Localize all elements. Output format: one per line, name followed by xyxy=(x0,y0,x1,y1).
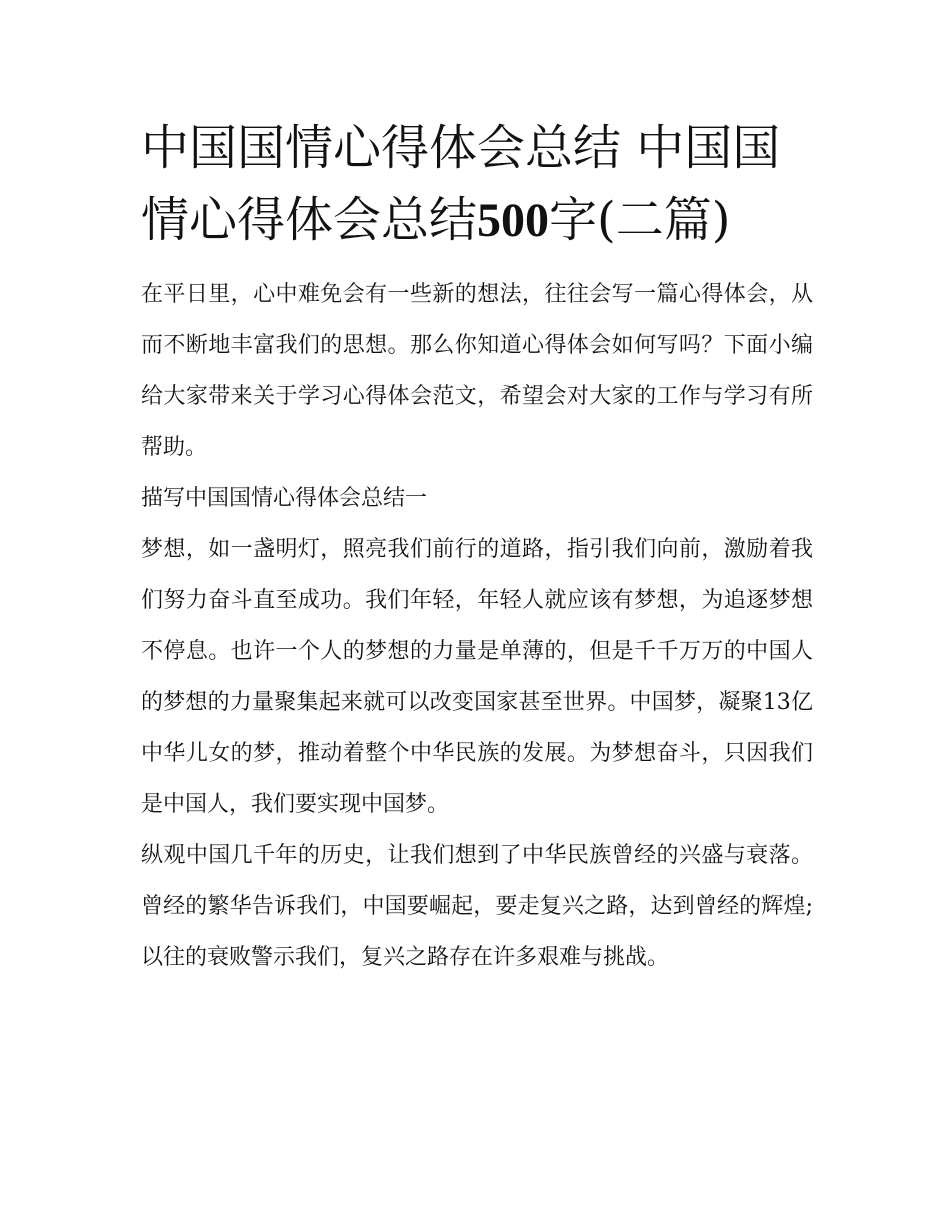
title-number: 500 xyxy=(477,194,550,247)
document-page xyxy=(141,112,813,983)
title-text-part2: 字(二篇) xyxy=(549,192,731,248)
body-paragraph-2: 纵观中国几千年的历史，让我们想到了中华民族曾经的兴盛与衰落。曾经的繁华告诉我们，中国要崛起，要走复兴之路，达到曾经的辉煌;以往的衰败警示我们，复兴之路存在许多艰难与挑战。 xyxy=(141,843,813,970)
intro-paragraph: 在平日里，心中难免会有一些新的想法，往往会写一篇心得体会，从而不断地丰富我们的思想。那么你知道心得体会如何写吗？下面小编给大家带来关于学习心得体会范文，希望会对大家的工作与学习有所帮助。 xyxy=(141,282,813,460)
section-heading: 描写中国国情心得体会总结一 xyxy=(141,486,428,511)
title-text-part1: 中国国情心得体会总结 中国国情心得体会总结 xyxy=(141,120,781,248)
body-paragraph-1: 梦想，如一盏明灯，照亮我们前行的道路，指引我们向前，激励着我们努力奋斗直至成功。我们年轻，年轻人就应该有梦想，为追逐梦想不停息。也许一个人的梦想的力量是单薄的，但是千千万万的中国人的梦想的力量聚集起来就可以改变国家甚至世界。中国梦，凝聚13亿中华儿女的梦，推动着整个中华民族的发展。为梦想奋斗，只因我们是中国人，我们要实现中国梦。 xyxy=(141,537,813,817)
document-title xyxy=(141,112,813,257)
